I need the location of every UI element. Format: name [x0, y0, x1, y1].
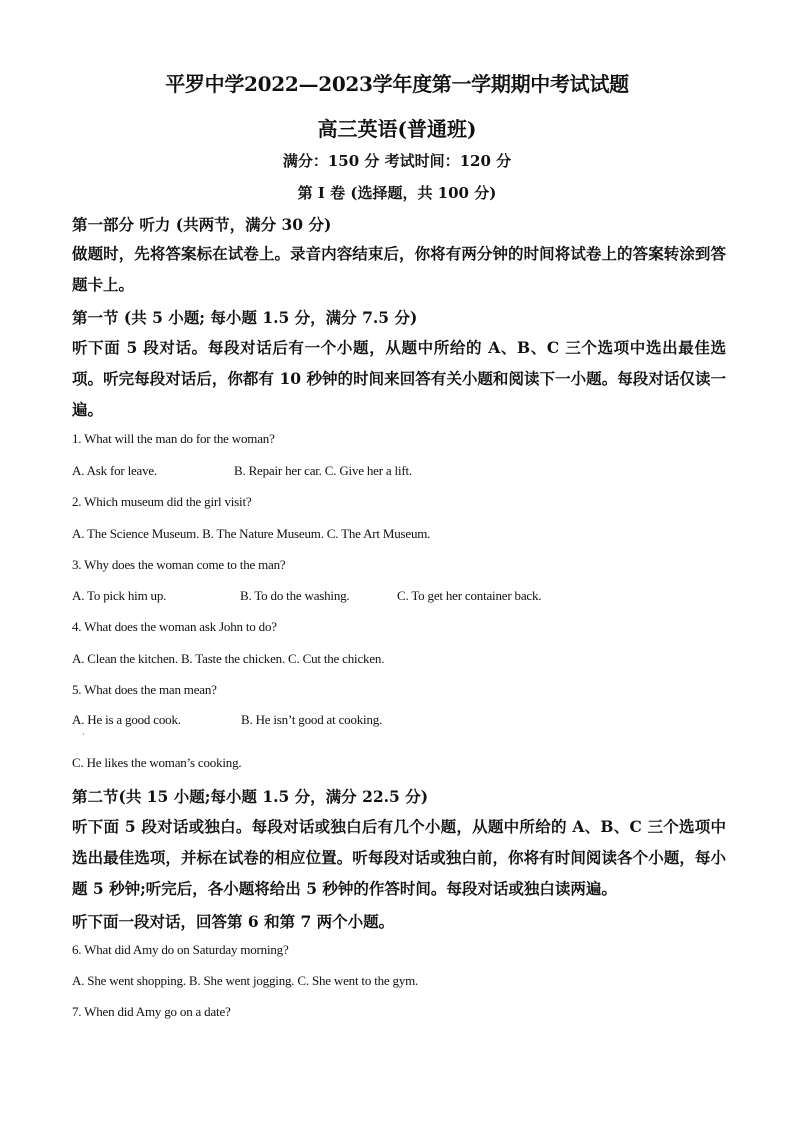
question-6-stem: 6. What did Amy do on Saturday morning?	[72, 942, 289, 957]
score-time-line: 满分：150 分 考试时间：120 分	[282, 152, 512, 170]
stray-dot-mark: ·	[82, 730, 85, 739]
question-1-option-a: A. Ask for leave.	[72, 463, 158, 478]
section2-instruction: 听下面 5 段对话或独白。每段对话或独白后有几个小题，从题中所给的 A、B、C 三个选项中选出最佳选项，并标在试卷的相应位置。听每段对话或独白前，你将有时间阅读各个小题，每小题 5 秒钟;听完后，各小题将给出 5 秒钟的作答时间。每段对话或独白读两遍。	[72, 817, 726, 898]
question-4-stem: 4. What does the woman ask John to do?	[72, 619, 277, 634]
section1-instruction: 听下面 5 段对话。每段对话后有一个小题，从题中所给的 A、B、C 三个选项中选出最佳选项。听完每段对话后，你都有 10 秒钟的时间来回答有关小题和阅读下一小题。每段对话仅读一遍。	[72, 338, 726, 419]
section2-heading: 第二节(共 15 小题;每小题 1.5 分，满分 22.5 分)	[72, 787, 429, 806]
question-1-stem: 1. What will the man do for the woman?	[72, 431, 275, 446]
question-3-option-a: A. To pick him up.	[72, 588, 167, 603]
question-5-option-c: C. He likes the woman’s cooking.	[72, 755, 242, 770]
part1-instruction: 做题时，先将答案标在试卷上。录音内容结束后，你将有两分钟的时间将试卷上的答案转涂到答题卡上。	[72, 244, 726, 294]
part1-heading: 第一部分 听力 (共两节，满分 30 分)	[72, 215, 332, 234]
question-3-option-c: C. To get her container back.	[397, 588, 542, 603]
question-2-options: A. The Science Museum. B. The Nature Museum. C. The Art Museum.	[72, 526, 431, 541]
question-3-stem: 3. Why does the woman come to the man?	[72, 557, 286, 572]
section2-sub-instruction: 听下面一段对话，回答第 6 和第 7 两个小题。	[72, 912, 395, 931]
volume-heading: 第 I 卷 (选择题，共 100 分)	[297, 184, 497, 202]
question-6-options: A. She went shopping. B. She went jogging. C. She went to the gym.	[72, 973, 419, 988]
question-5-option-b: B. He isn’t good at cooking.	[241, 712, 383, 727]
exam-title: 平罗中学2022—2023学年度第一学期期中考试试题	[165, 72, 629, 96]
question-4-options: A. Clean the kitchen. B. Taste the chicken. C. Cut the chicken.	[72, 651, 385, 666]
question-5-option-a: A. He is a good cook.	[72, 712, 181, 727]
question-7-stem: 7. When did Amy go on a date?	[72, 1004, 231, 1019]
question-5-stem: 5. What does the man mean?	[72, 682, 217, 697]
question-3-option-b: B. To do the washing.	[240, 588, 350, 603]
exam-subtitle: 高三英语(普通班)	[317, 117, 477, 141]
question-2-stem: 2. Which museum did the girl visit?	[72, 494, 252, 509]
section1-heading: 第一节 (共 5 小题; 每小题 1.5 分，满分 7.5 分)	[72, 308, 418, 327]
question-1-options-bc: B. Repair her car. C. Give her a lift.	[234, 463, 412, 478]
